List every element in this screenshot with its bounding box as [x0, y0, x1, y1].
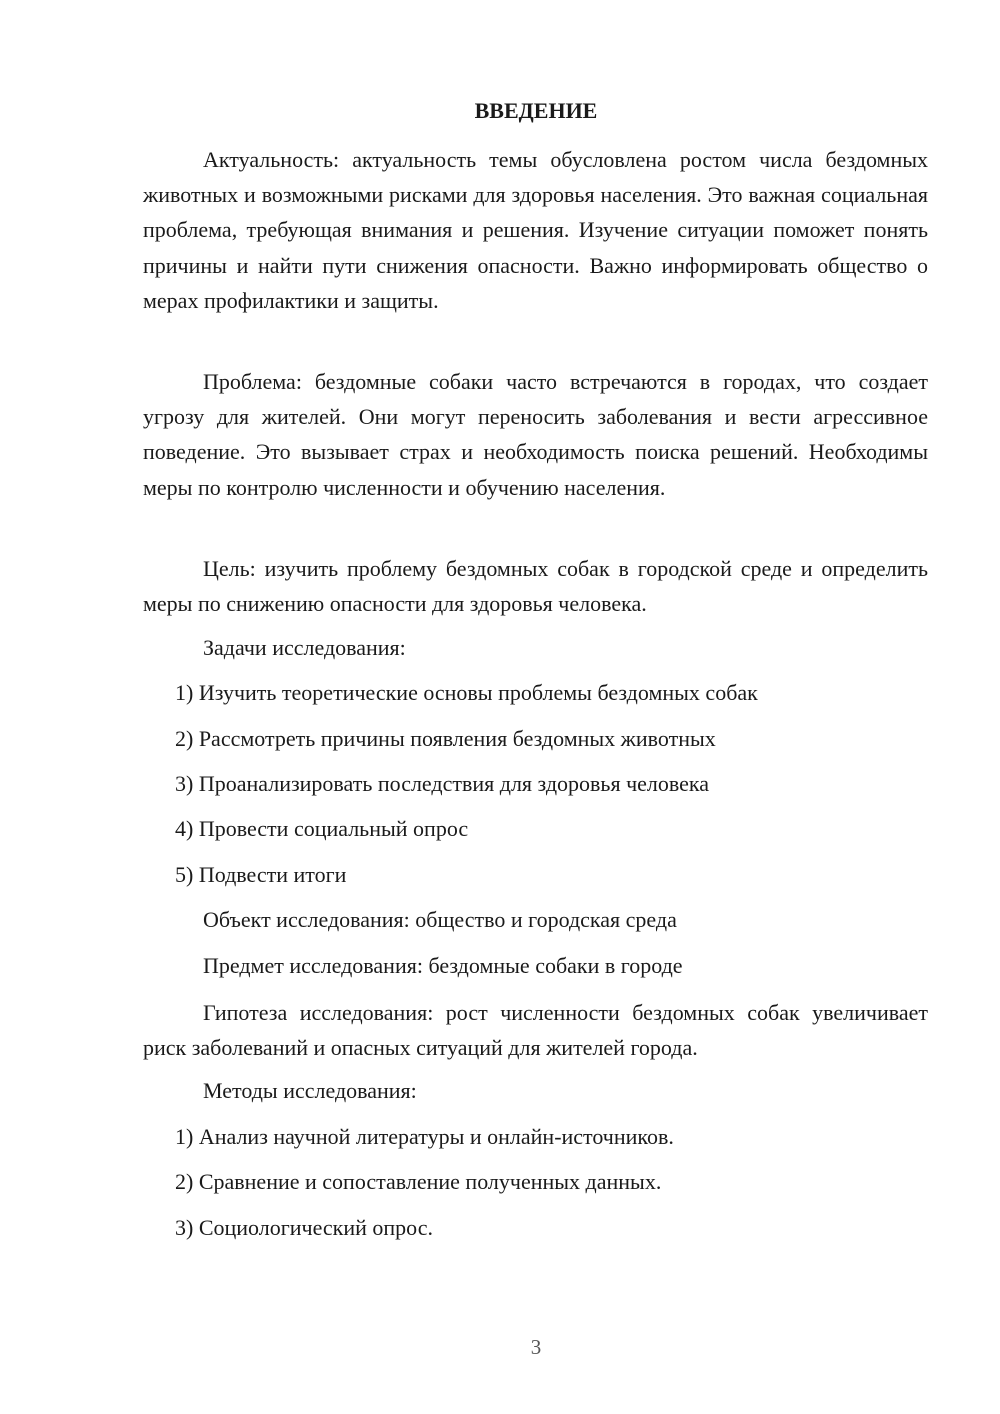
- list-item-task-4: 4) Провести социальный опрос: [175, 816, 469, 841]
- page-title: ВВЕДЕНИЕ: [474, 98, 598, 123]
- list-item-method-2: 2) Сравнение и сопоставление полученных данных.: [175, 1169, 662, 1194]
- methods-heading: Методы исследования:: [203, 1078, 417, 1103]
- relevance-paragraph: Актуальность: актуальность темы обусловлена ростом числа бездомных животных и возможными рисками для здоровья населения. Это важная социальная проблема, требующая внимания и решения. Изучение ситуации поможет понять причины и найти пути снижения опасности. Важно информировать общество о мерах профилактики и защиты.: [143, 147, 928, 313]
- list-item-task-5: 5) Подвести итоги: [175, 862, 347, 887]
- list-item-method-3: 3) Социологический опрос.: [175, 1215, 433, 1240]
- goal-paragraph: Цель: изучить проблему бездомных собак в городской среде и определить меры по снижению опасности для здоровья человека.: [143, 556, 928, 617]
- research-subject: Предмет исследования: бездомные собаки в городе: [203, 953, 683, 978]
- list-item-task-2: 2) Рассмотреть причины появления бездомных животных: [175, 726, 716, 751]
- page-number: 3: [530, 1335, 542, 1359]
- research-object: Объект исследования: общество и городская среда: [203, 907, 677, 932]
- hypothesis-paragraph: Гипотеза исследования: рост численности бездомных собак увеличивает риск заболеваний и опасных ситуаций для жителей города.: [143, 1000, 928, 1061]
- list-item-method-1: 1) Анализ научной литературы и онлайн-источников.: [175, 1124, 674, 1149]
- list-item-task-1: 1) Изучить теоретические основы проблемы бездомных собак: [175, 680, 758, 705]
- list-item-task-3: 3) Проанализировать последствия для здоровья человека: [175, 771, 710, 796]
- problem-paragraph: Проблема: бездомные собаки часто встречаются в городах, что создает угрозу для жителей. Они могут переносить заболевания и вести агрессивное поведение. Это вызывает страх и необходимость поиска решений. Необходимы меры по контролю численности и обучению населения.: [143, 369, 928, 500]
- tasks-heading: Задачи исследования:: [203, 635, 406, 660]
